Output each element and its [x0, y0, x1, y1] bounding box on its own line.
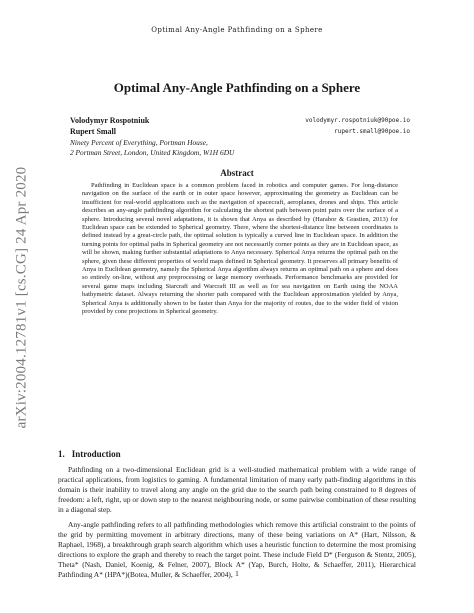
affiliation-line: Ninety Percent of Everything, Portman House,	[70, 138, 208, 147]
section-heading	[58, 449, 121, 459]
author-name: Volodymyr Rospotniuk	[70, 116, 150, 125]
paper-title: Optimal Any-Angle Pathfinding on a Sphere	[113, 80, 361, 95]
section-title: Introduction	[71, 449, 121, 459]
affiliation-line: 2 Portman Street, London, United Kingdom, W1H 6DU	[70, 148, 235, 157]
author-email: rupert.small@90poe.io	[334, 128, 410, 135]
abstract-heading: Abstract	[220, 168, 254, 178]
body-paragraph: Pathfinding on a two-dimensional Euclidean grid is a well-studied mathematical problem with a wide range of practical applications, from logistics to gaming. A fundamental limitation of many early path-finding algorithms in this domain is their inability to travel along any angle on the grid due to the search path being constrained to 8 degrees of freedom: a left, right, up or down step to the nearest neighbouring node, or some pairwise combination of these resulting in a diagonal step.	[58, 465, 416, 514]
arxiv-identifier-text: arXiv:2004.12781v1 [cs.CG] 24 Apr 2020	[13, 166, 30, 428]
running-head: Optimal Any-Angle Pathfinding on a Sphere	[151, 26, 323, 34]
arxiv-identifier-stamp	[6, 132, 38, 462]
abstract-body: Pathfinding in Euclidean space is a common problem faced in robotics and computer games. For long-distance navigation on the surface of the earth or in outer space however, approximating the geometry as Euclidean can be insufficient for real-world applications such as the navigation of spacecraft, aeroplanes, drones and ships. This article describes an any-angle pathfinding algorithm for calculating the shortest path between point pairs over the surface of a sphere. Introducing several novel adaptations, it is shown that Anya as described by (Harabor & Grastien, 2013) for Euclidean space can be extended to Spherical geometry. There, where the shortest-distance line between coordinates is defined instead by a great-circle path, the optimal solution is typically a curved line in Euclidean space. In addition the turning points for optimal paths in Spherical geometry are not necessarily corner points as they are in Euclidean space, as will be shown, making further substantial adaptations to Anya necessary. Spherical Anya returns the optimal path on the sphere, given these different properties of world maps defined in Spherical geometry. It preserves all primary benefits of Anya in Euclidean geometry, namely the Spherical Anya algorithm always returns an optimal path on a sphere and does so entirely on-line, without any preprocessing or large memory overheads. Performance benchmarks are provided for several game maps including Starcraft and Warcraft III as well as for sea navigation on Earth using the NOAA bathymetric dataset. Always returning the shorter path compared with the Euclidean approximation yielded by Anya, Spherical Anya is additionally shown to be faster than Anya for the majority of routes, due to the wider field of vision provided by cone projections in Spherical geometry.	[82, 182, 398, 316]
page-number: 1	[235, 569, 239, 578]
author-name: Rupert Small	[70, 127, 116, 136]
author-email: volodymyr.rospotniuk@90poe.io	[305, 117, 410, 124]
body-paragraph: Any-angle pathfinding refers to all pathfinding methodologies which remove this artificial constraint to the points of the grid by permitting movement in arbitrary directions, many of these being variations on A* (Hart, Nilsson, & Raphael, 1968), a breakthrough graph search algorithm which uses a heuristic function to determine the most promising directions to explore the graph and thereby to reach the target point. These include Field D* (Ferguson & Stentz, 2005), Theta* (Nash, Daniel, Koenig, & Felner, 2007), Block A* (Yap, Burch, Holte, & Schaeffer, 2011), Hierarchical Pathfinding A* (HPA*)(Botea, Muller, & Schaeffer, 2004),	[58, 520, 416, 579]
author-row	[70, 116, 410, 125]
section-number: 1.	[58, 449, 65, 459]
author-row	[70, 127, 410, 136]
